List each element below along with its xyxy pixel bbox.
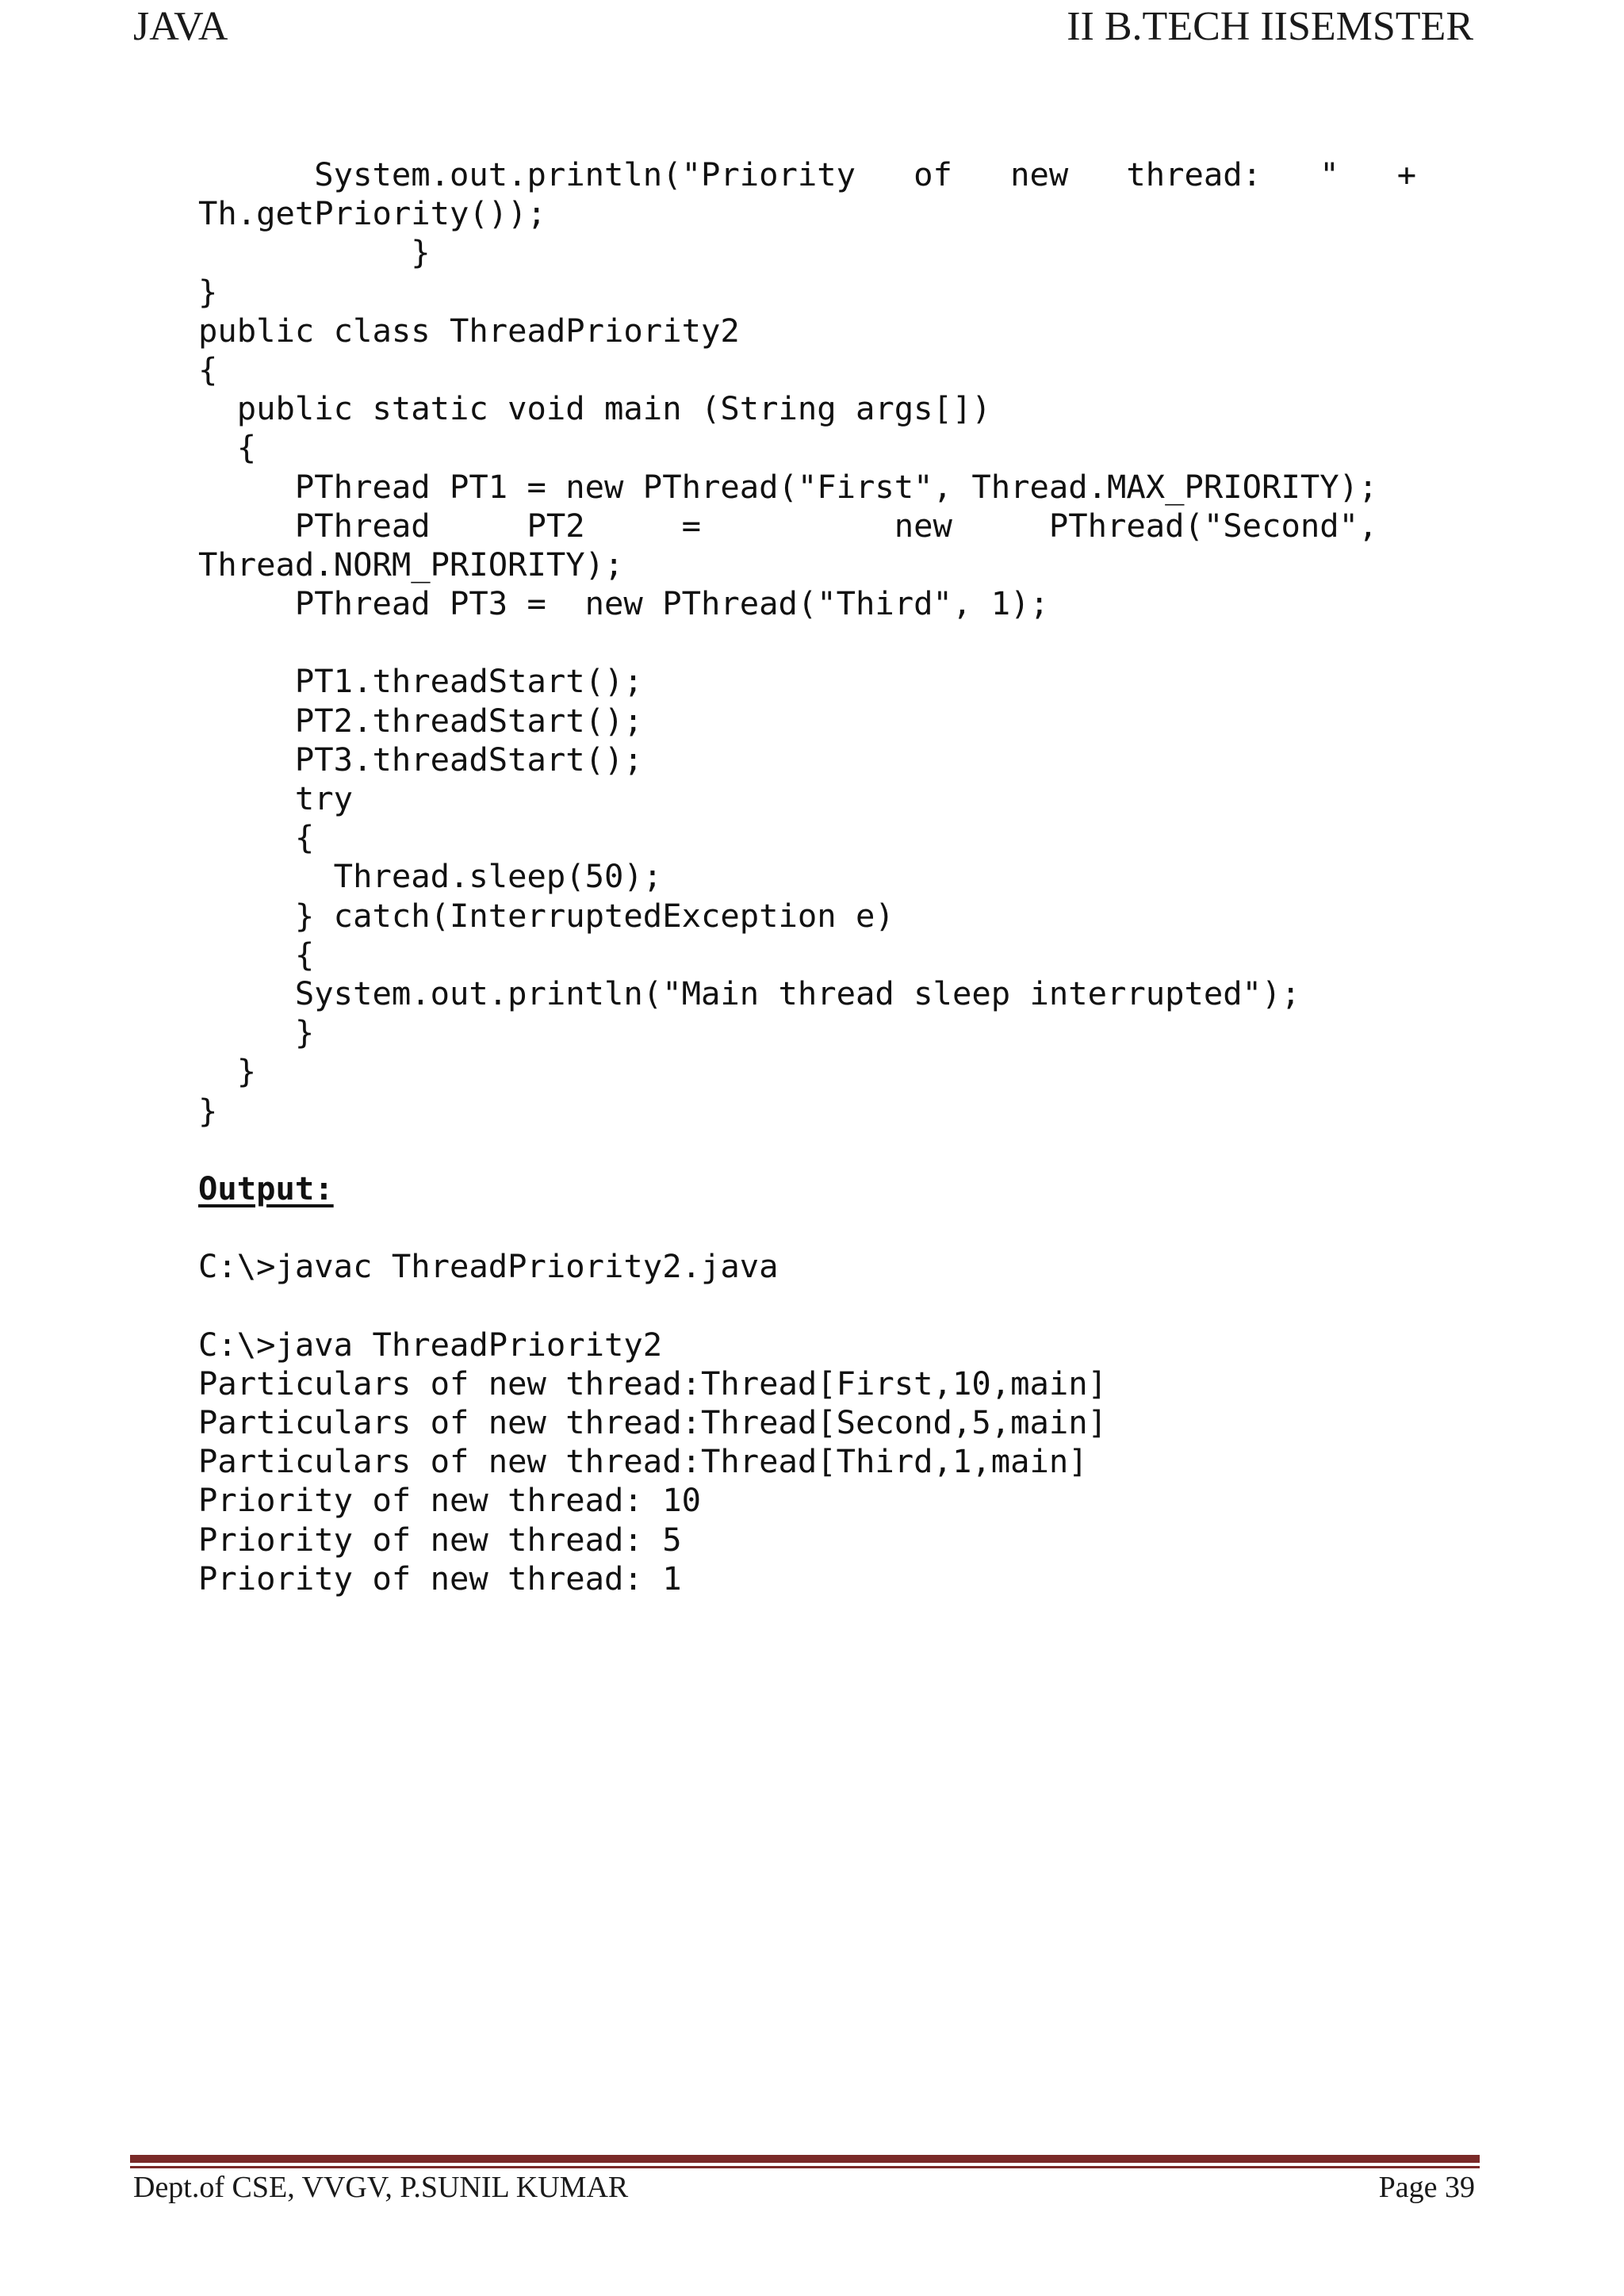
- code-line: }: [198, 1091, 218, 1130]
- output-line: Particulars of new thread:Thread[First,10,main]: [198, 1364, 1108, 1402]
- code-line: System.out.println("Main thread sleep interrupted");: [198, 974, 1300, 1012]
- header-title: JAVA: [133, 4, 228, 49]
- output-line: [198, 1208, 1416, 1247]
- code-line: Thread.sleep(50);: [198, 857, 663, 896]
- code-line: PT2.threadStart();: [198, 701, 643, 740]
- code-line: [198, 623, 1416, 662]
- code-line: PThread PT3 = new PThread("Third", 1);: [198, 584, 1049, 623]
- output-line: C:\>javac ThreadPriority2.java: [198, 1247, 779, 1286]
- code-line: {: [198, 350, 218, 388]
- code-line: [198, 1131, 1416, 1169]
- code-line: Thread.NORM_PRIORITY);: [198, 545, 624, 584]
- code-line: PThread PT1 = new PThread("First", Thread.MAX_PRIORITY);: [198, 467, 1378, 506]
- output-line: [198, 1286, 1416, 1325]
- header-course: II B.TECH IISEMSTER: [1067, 4, 1473, 49]
- code-line: System.out.println("Priority of new thread: " +: [198, 155, 1417, 193]
- code-line: }: [198, 1013, 315, 1052]
- code-line: {: [198, 428, 257, 467]
- code-line: {: [198, 935, 315, 974]
- page-number: Page 39: [1378, 2171, 1475, 2204]
- code-line: public class ThreadPriority2: [198, 311, 740, 350]
- footer-author: Dept.of CSE, VVGV, P.SUNIL KUMAR: [133, 2171, 629, 2204]
- code-line: PT3.threadStart();: [198, 740, 643, 779]
- code-line: {: [198, 818, 315, 857]
- output-line: Priority of new thread: 5: [198, 1520, 682, 1559]
- code-line: }: [198, 233, 431, 272]
- output-line: C:\>java ThreadPriority2: [198, 1325, 663, 1364]
- code-line: }: [198, 272, 218, 311]
- output-heading: Output:: [198, 1169, 334, 1207]
- footer-divider-thick: [130, 2155, 1480, 2163]
- code-line: public static void main (String args[]): [198, 389, 991, 428]
- code-line: PThread PT2 = new PThread("Second",: [198, 506, 1378, 545]
- output-line: Particulars of new thread:Thread[Second,5,main]: [198, 1403, 1108, 1441]
- output-line: Particulars of new thread:Thread[Third,1,main]: [198, 1442, 1088, 1481]
- output-line: Priority of new thread: 10: [198, 1481, 701, 1520]
- output-line: Priority of new thread: 1: [198, 1559, 682, 1598]
- code-listing: [198, 155, 1416, 1598]
- code-line: }: [198, 1052, 257, 1091]
- output-heading-line: [198, 1169, 1416, 1208]
- code-line: } catch(InterruptedException e): [198, 896, 894, 935]
- code-line: try: [198, 779, 354, 817]
- code-line: PT1.threadStart();: [198, 662, 643, 701]
- code-line: Th.getPriority());: [198, 194, 546, 233]
